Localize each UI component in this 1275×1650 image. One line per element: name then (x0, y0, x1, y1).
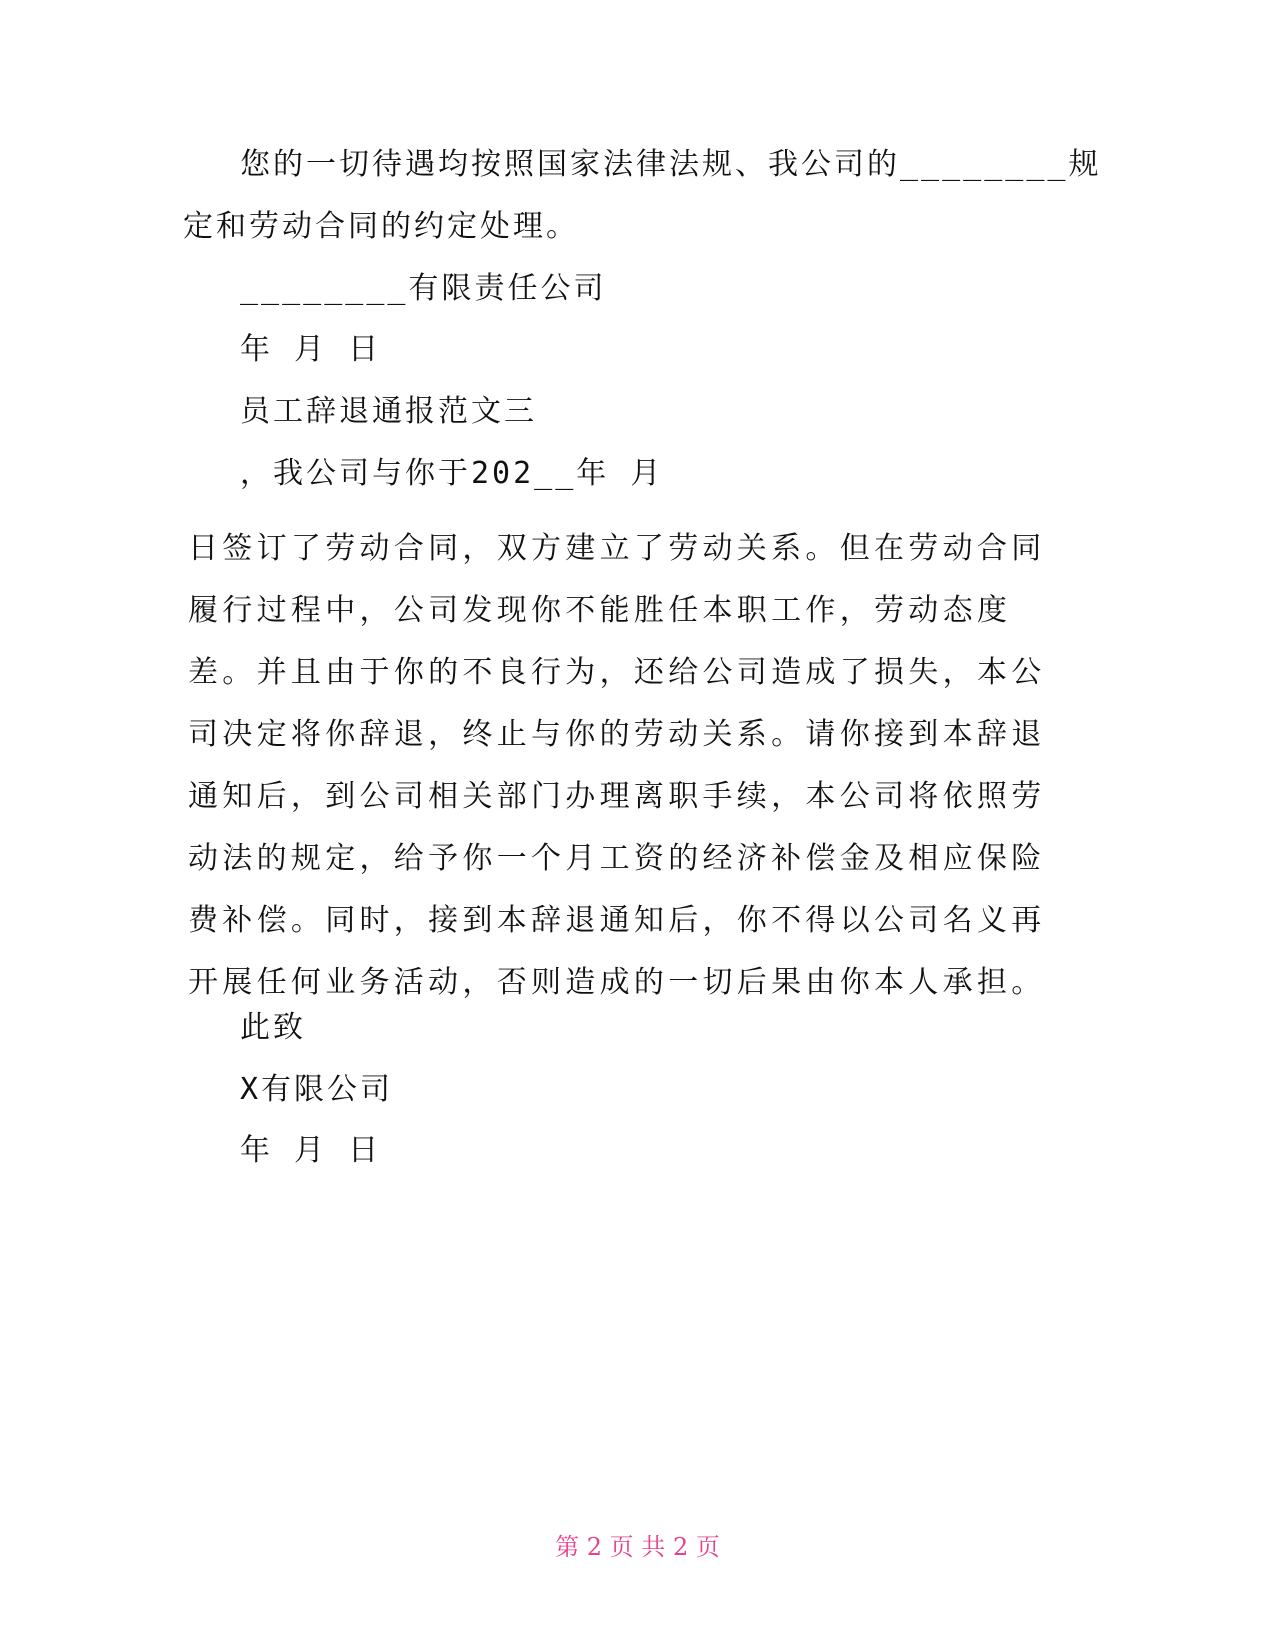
section-heading: 员工辞退通报范文三 (240, 394, 537, 429)
closing-salutation: 此致 (240, 1010, 306, 1045)
date-line-2: 年 月 日 (240, 1133, 382, 1168)
signature-company: X有限公司 (240, 1072, 394, 1107)
paragraph-line-2: 定和劳动合同的约定处理。 (183, 209, 579, 244)
intro-line: ，我公司与你于202__年 月 (240, 456, 664, 491)
date-line-1: 年 月 日 (240, 332, 382, 367)
paragraph-line-1: 您的一切待遇均按照国家法律法规、我公司的________规 (240, 147, 1102, 182)
page-number-footer: 第 2 页 共 2 页 (555, 1533, 720, 1561)
body-paragraph: 日签订了劳动合同，双方建立了劳动关系。但在劳动合同履行过程中，公司发现你不能胜任本职工作，劳动态度差。并且由于你的不良行为，还给公司造成了损失，本公司决定将你辞退，终止与你的劳动关系。请你接到本辞退通知后，到公司相关部门办理离职手续，本公司将依照劳动法的规定，给予你一个月工资的经济补偿金及相应保险费补偿。同时，接到本辞退通知后，你不得以公司名义再开展任何业务活动，否则造成的一切后果由你本人承担。 (188, 531, 1046, 1000)
company-name-blank: ________有限责任公司 (240, 271, 607, 306)
